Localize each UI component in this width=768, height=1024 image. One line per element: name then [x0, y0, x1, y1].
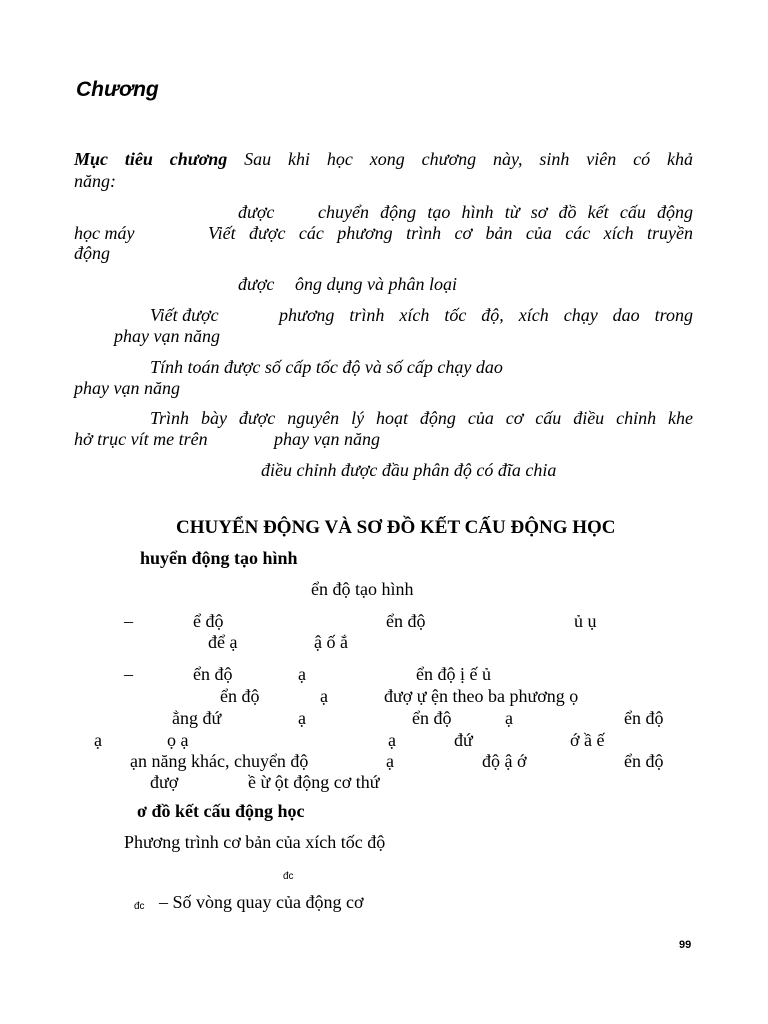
objective-5-text: Trình bày được nguyên lý hoạt động của cơ cấu điều chỉnh khe: [150, 408, 693, 428]
objectives-label: Mục tiêu chương: [74, 149, 228, 169]
bullet-1-l1-a: ể độ: [193, 611, 224, 631]
bullet-2-l4-c: ạ: [388, 730, 396, 750]
objective-3-line2: phay vạn năng: [114, 326, 220, 346]
objective-3-word: Viết được: [150, 305, 219, 325]
bullet-2-l5-b: ạ: [386, 751, 394, 771]
bullet-2-l2-b: ạ: [320, 686, 328, 706]
bullet-2-l4-e: ớ ầ ế: [570, 730, 605, 750]
bullet-2-l6-a: đượ: [150, 772, 179, 792]
definition-symbol: đc: [134, 901, 145, 912]
objective-2-word: được: [238, 274, 275, 294]
bullet-2-l4-d: đứ: [454, 730, 473, 750]
objective-4-text: Tính toán được số cấp tốc độ và số cấp chạy dao: [150, 357, 503, 377]
bullet-2-l5-a: ạn năng khác, chuyển độ: [130, 751, 309, 771]
bullet-2-l3-a: ẳng đứ: [172, 708, 222, 728]
bullet-2-l6-b: ề ừ ột động cơ thứ: [248, 772, 380, 792]
objective-1-line2-b: Viết được các phương trình cơ bản của các xích truyền: [208, 223, 693, 243]
objective-1-line3: động: [74, 243, 110, 263]
section-heading: CHUYỂN ĐỘNG VÀ SƠ ĐỒ KẾT CẤU ĐỘNG HỌC: [176, 517, 616, 538]
bullet-2-l4-b: ọ ạ: [167, 730, 189, 750]
objective-6-text: điều chỉnh được đầu phân độ có đĩa chia: [261, 460, 557, 480]
bullet-1-dash: –: [124, 611, 133, 631]
equation-subscript: đc: [283, 871, 294, 882]
objective-1-word: được: [238, 202, 275, 222]
bullet-1-l2-b: ậ ố ắ: [314, 632, 348, 652]
bullet-2-l1-a: ển độ: [193, 664, 233, 684]
objective-1-text: chuyển động tạo hình từ sơ đồ kết cấu động: [318, 202, 693, 222]
bullet-1-l1-c: ủ ụ: [574, 611, 597, 631]
bullet-1-l1-b: ển độ: [386, 611, 426, 631]
objectives-intro: [74, 149, 693, 170]
bullet-2-l2-a: ển độ: [220, 686, 260, 706]
chapter-title: Chương: [76, 78, 159, 101]
bullet-1-l2-a: để ạ: [208, 632, 238, 652]
objective-3-text: phương trình xích tốc độ, xích chạy dao trong: [279, 305, 693, 325]
objectives-intro-text: Sau khi học xong chương này, sinh viên có khả: [244, 149, 693, 169]
objective-5-line2-b: phay vạn năng: [274, 429, 380, 449]
bullet-2-l3-d: ạ: [505, 708, 513, 728]
objective-4-line2: phay vạn năng: [74, 378, 180, 398]
subheading-1-line: ển độ tạo hình: [311, 579, 414, 599]
objective-1-line2-a: học máy: [74, 223, 135, 243]
bullet-2-l5-d: ển độ: [624, 751, 664, 771]
bullet-2-dash: –: [124, 664, 133, 684]
definition-line: – Số vòng quay của động cơ: [159, 892, 364, 912]
objective-5-line2-a: hở trục vít me trên: [74, 429, 208, 449]
bullet-2-l5-c: độ ậ ớ: [482, 751, 527, 771]
subheading-2: ơ đồ kết cấu động học: [137, 801, 305, 821]
bullet-2-l2-c: đượ ự ện theo ba phương ọ: [384, 686, 579, 706]
subheading-1: huyển động tạo hình: [140, 548, 298, 568]
bullet-2-l3-b: ạ: [298, 708, 306, 728]
objective-2-text: ông dụng và phân loại: [295, 274, 457, 294]
bullet-2-l3-c: ển độ: [412, 708, 452, 728]
page-number: 99: [679, 939, 692, 951]
bullet-2-l1-b: ạ: [298, 664, 306, 684]
equation-intro: Phương trình cơ bản của xích tốc độ: [124, 832, 386, 852]
bullet-2-l1-c: ển độ ị ế ủ: [416, 664, 491, 684]
objectives-intro-line2: năng:: [74, 171, 116, 191]
bullet-2-l3-e: ển độ: [624, 708, 664, 728]
bullet-2-l4-a: ạ: [94, 730, 102, 750]
